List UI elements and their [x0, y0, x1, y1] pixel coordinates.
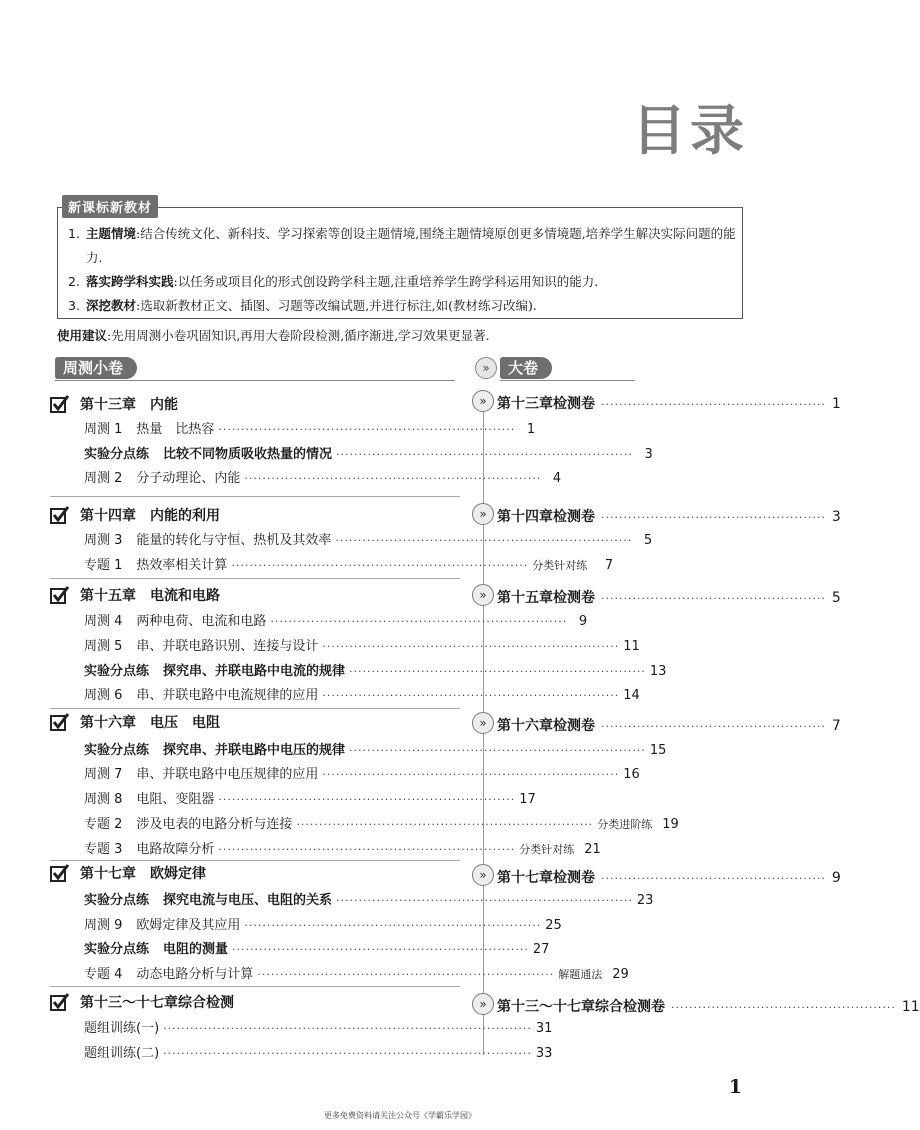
intro-item-num: 2.: [68, 274, 80, 289]
leader-dots: ··································································: [244, 472, 542, 485]
toc-row-label: 周测 2: [84, 471, 123, 486]
toc-row-page: 16: [623, 767, 640, 782]
chapter-title: 第十三章 内能: [80, 397, 178, 413]
big-test-row[interactable]: [497, 393, 841, 415]
leader-dots: ··································································: [270, 615, 568, 628]
chapter-title: 第十六章 电压 电阻: [80, 715, 220, 731]
toc-row-page: 31: [535, 1021, 553, 1036]
toc-row-page: 15: [649, 743, 667, 758]
intro-item-num: 1.: [68, 226, 80, 241]
toc-row-title: 电路故障分析: [136, 842, 215, 857]
intro-item-num: 3.: [68, 298, 80, 313]
toc-row-title: 串、并联电路中电流规律的应用: [136, 688, 319, 703]
toc-row-label: 实验分点练: [84, 942, 150, 957]
toc-row-title: 电阻的测量: [163, 942, 229, 957]
toc-row-label: 题组训练(二): [84, 1046, 160, 1061]
leader-dots: ··································································: [232, 943, 529, 956]
toc-row[interactable]: [84, 1042, 553, 1062]
chevron-right-icon: »: [472, 864, 494, 886]
leader-dots: ··················································: [671, 1001, 896, 1014]
big-test-row[interactable]: [497, 996, 920, 1018]
toc-row-note: 分类进阶练: [597, 818, 653, 831]
toc-row-page: 23: [636, 893, 654, 908]
weekly-test-header: [55, 357, 455, 381]
divider: [50, 986, 460, 987]
toc-row-title: 串、并联电路中电压规律的应用: [136, 767, 319, 782]
toc-row[interactable]: [84, 938, 550, 958]
toc-row-label: 周测 6: [84, 688, 123, 703]
checkbox-checked-icon: [50, 394, 70, 414]
leader-dots: ··································································: [349, 665, 646, 678]
toc-row-title: 动态电路分析与计算: [136, 967, 254, 982]
usage-advice: [57, 326, 490, 344]
leader-dots: ··································································: [336, 448, 633, 461]
intro-item-title: 主题情境: [86, 226, 137, 241]
chevron-right-icon: »: [472, 993, 494, 1015]
toc-row[interactable]: [84, 635, 640, 655]
toc-row-page: 19: [662, 817, 679, 832]
intro-item: [68, 294, 736, 318]
toc-row-title: 比较不同物质吸收热量的情况: [163, 447, 333, 462]
toc-row-label: 周测 5: [84, 639, 123, 654]
leader-dots: ··················································: [601, 511, 826, 524]
toc-row-page: 14: [623, 688, 640, 703]
toc-row[interactable]: [84, 963, 629, 983]
toc-row-page: 3: [644, 447, 653, 462]
toc-row[interactable]: [84, 684, 640, 704]
toc-row-note: 解题通法: [558, 968, 603, 981]
toc-row-title: 分子动理论、内能: [136, 471, 241, 486]
big-test-title: 第十三章检测卷: [497, 396, 595, 412]
leader-dots: ··················································································: [163, 1022, 532, 1035]
leader-dots: ··················································································: [163, 1047, 532, 1060]
chapter-title: 第十四章 内能的利用: [80, 508, 220, 524]
checkbox-checked-icon: [50, 712, 70, 732]
intro-tag: 新课标新教材: [62, 195, 158, 218]
leader-dots: ··································································: [322, 768, 620, 781]
divider: [50, 496, 460, 497]
leader-dots: ··················································: [601, 592, 826, 605]
divider: [50, 578, 460, 579]
intro-item-title: 落实跨学科实践: [86, 274, 174, 289]
toc-row[interactable]: [84, 443, 653, 463]
page-number: 1: [728, 1076, 742, 1098]
toc-row[interactable]: [84, 554, 614, 574]
toc-row-label: 周测 8: [84, 792, 123, 807]
chapter-title: 第十五章 电流和电路: [80, 588, 220, 604]
divider: [55, 380, 455, 381]
toc-row-label: 实验分点练: [84, 664, 150, 679]
chevron-right-icon: »: [472, 712, 494, 734]
checkbox-checked-icon: [50, 992, 70, 1012]
big-test-row[interactable]: [497, 587, 841, 609]
toc-row-label: 周测 3: [84, 533, 123, 548]
big-test-page: 5: [831, 590, 841, 606]
toc-row-label: 专题 3: [84, 842, 123, 857]
big-test-title: 第十七章检测卷: [497, 870, 595, 886]
leader-dots: ··················································: [601, 720, 826, 733]
toc-row-note: 分类针对练: [519, 843, 575, 856]
leader-dots: ··································································: [218, 793, 516, 806]
intro-item-content: :结合传统文化、新科技、学习探索等创设主题情境,围绕主题情境原创更多情境题,培养学生解决实际问题的能力.: [86, 226, 736, 265]
big-test-row[interactable]: [497, 506, 841, 528]
toc-row-title: 电阻、变阻器: [136, 792, 215, 807]
intro-item: [68, 222, 736, 270]
toc-row-title: 探究串、并联电路中电压的规律: [163, 743, 346, 758]
toc-row-note: 分类针对练: [532, 559, 588, 572]
toc-row-label: 周测 7: [84, 767, 123, 782]
toc-row[interactable]: [84, 838, 601, 858]
big-test-title: 第十四章检测卷: [497, 509, 595, 525]
intro-item-content: :以任务或项目化的形式创设跨学科主题,注重培养学生跨学科运用知识的能力.: [173, 274, 599, 289]
leader-dots: ··································································: [231, 559, 529, 572]
toc-row-page: 33: [535, 1046, 553, 1061]
big-test-title: 第十六章检测卷: [497, 718, 595, 734]
footer-note: 更多免费资料请关注公众号《学霸乐学园》: [324, 1111, 476, 1120]
toc-row-page: 27: [532, 942, 550, 957]
big-test-title: 第十五章检测卷: [497, 590, 595, 606]
big-test-page: 7: [831, 718, 841, 734]
toc-row-page: 11: [623, 639, 640, 654]
chevron-right-icon: »: [472, 584, 494, 606]
toc-row-page: 29: [612, 967, 629, 982]
leader-dots: ··································································: [336, 894, 633, 907]
toc-row-title: 探究串、并联电路中电流的规律: [163, 664, 346, 679]
toc-row[interactable]: [84, 889, 654, 909]
toc-row-label: 周测 4: [84, 614, 123, 629]
toc-row[interactable]: [84, 914, 562, 934]
toc-row[interactable]: [84, 467, 562, 487]
toc-row-label: 周测 1: [84, 422, 123, 437]
big-test-header-label: 大卷: [500, 357, 552, 379]
weekly-test-header-label: 周测小卷: [55, 357, 137, 379]
toc-row-title: 探究电流与电压、电阻的关系: [163, 893, 333, 908]
toc-row[interactable]: [84, 739, 667, 759]
big-test-row[interactable]: [497, 867, 841, 889]
leader-dots: ··································································: [322, 689, 620, 702]
toc-row-page: 21: [584, 842, 601, 857]
toc-row-label: 实验分点练: [84, 743, 150, 758]
big-test-title: 第十三～十七章综合检测卷: [497, 999, 665, 1015]
chevron-right-icon: »: [472, 503, 494, 525]
chapter-title: 第十七章 欧姆定律: [80, 866, 206, 882]
divider: [50, 860, 460, 861]
big-test-page: 9: [831, 870, 841, 886]
toc-row-title: 热量 比热容: [136, 422, 215, 437]
toc-row-title: 串、并联电路识别、连接与设计: [136, 639, 319, 654]
big-test-page: 1: [831, 396, 841, 412]
leader-dots: ··················································: [601, 872, 826, 885]
big-test-page: 11: [901, 999, 920, 1015]
toc-row-page: 5: [643, 533, 653, 548]
toc-row-page: 7: [604, 558, 614, 573]
big-test-row[interactable]: [497, 715, 841, 737]
toc-row-page: 25: [545, 918, 562, 933]
leader-dots: ··································································: [218, 843, 516, 856]
usage-advice-text: :先用周测小卷巩固知识,再用大卷阶段检测,循序渐进,学习效果更显著.: [107, 328, 490, 343]
big-test-header: [500, 357, 635, 381]
checkbox-checked-icon: [50, 863, 70, 883]
leader-dots: ··································································: [218, 423, 516, 436]
toc-row-label: 实验分点练: [84, 893, 150, 908]
toc-row-page: 9: [578, 614, 588, 629]
chapter-title: 第十三～十七章综合检测: [80, 995, 234, 1011]
intro-item-title: 深挖教材: [86, 298, 137, 313]
checkbox-checked-icon: [50, 505, 70, 525]
toc-row-title: 热效率相关计算: [136, 558, 228, 573]
toc-row-title: 两种电荷、电流和电路: [136, 614, 267, 629]
toc-row[interactable]: [84, 788, 536, 808]
leader-dots: ··································································: [257, 968, 555, 981]
toc-row[interactable]: [84, 1017, 553, 1037]
page-title: 目录: [632, 99, 748, 162]
toc-row-page: 1: [526, 422, 536, 437]
toc-row-title: 涉及电表的电路分析与连接: [136, 817, 293, 832]
toc-row-label: 题组训练(一): [84, 1021, 160, 1036]
leader-dots: ··································································: [349, 744, 646, 757]
toc-row[interactable]: [84, 418, 536, 438]
leader-dots: ··································································: [335, 534, 633, 547]
toc-row-page: 13: [649, 664, 667, 679]
toc-row-label: 专题 1: [84, 558, 123, 573]
usage-advice-label: 使用建议: [57, 328, 108, 343]
toc-row-label: 实验分点练: [84, 447, 150, 462]
toc-row-label: 专题 2: [84, 817, 123, 832]
toc-row-label: 专题 4: [84, 967, 123, 982]
intro-item-content: :选取新教材正文、插图、习题等改编试题,并进行标注,如(教材练习改编).: [136, 298, 537, 313]
toc-row-page: 17: [519, 792, 536, 807]
chevron-right-icon: »: [475, 357, 497, 379]
toc-row[interactable]: [84, 813, 679, 833]
chevron-right-icon: »: [472, 390, 494, 412]
toc-row-page: 4: [552, 471, 562, 486]
toc-row[interactable]: [84, 529, 653, 549]
toc-row[interactable]: [84, 763, 640, 783]
intro-item: [68, 270, 736, 294]
toc-row-label: 周测 9: [84, 918, 123, 933]
leader-dots: ··································································: [296, 818, 594, 831]
toc-row-title: 能量的转化与守恒、热机及其效率: [136, 533, 332, 548]
checkbox-checked-icon: [50, 585, 70, 605]
toc-row[interactable]: [84, 660, 667, 680]
divider: [500, 380, 635, 381]
leader-dots: ··································································: [244, 919, 542, 932]
divider: [50, 708, 460, 709]
leader-dots: ··················································: [601, 398, 826, 411]
intro-list: [68, 222, 736, 318]
toc-row[interactable]: [84, 610, 588, 630]
leader-dots: ··································································: [322, 640, 620, 653]
big-test-page: 3: [831, 509, 841, 525]
toc-row-title: 欧姆定律及其应用: [136, 918, 241, 933]
